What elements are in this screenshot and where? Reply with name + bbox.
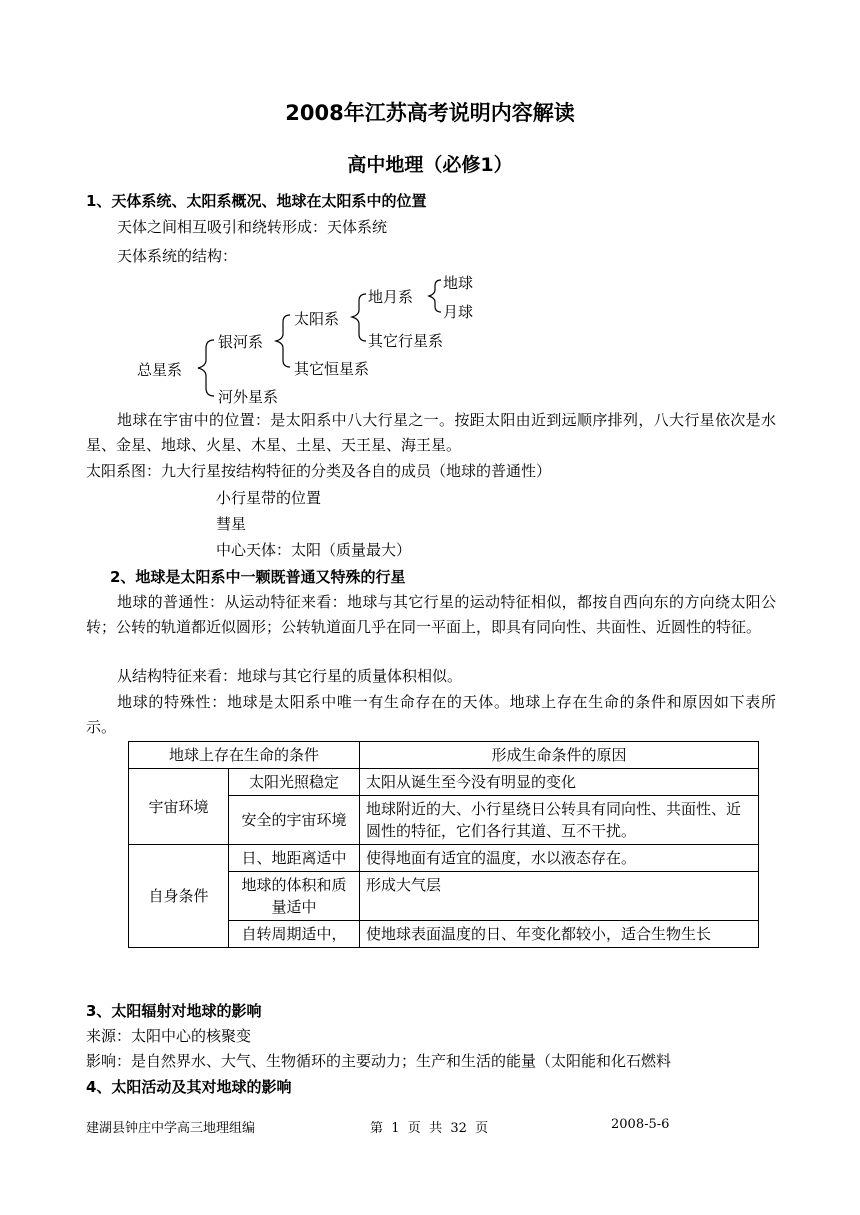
- table-cell: 形成大气层: [360, 872, 759, 921]
- tree-node-earth-moon: 地月系: [368, 288, 414, 306]
- s3-source: 来源：太阳中心的核聚变: [86, 1027, 252, 1045]
- section-1-heading: 1、天体系统、太阳系概况、地球在太阳系中的位置: [86, 192, 427, 210]
- table-cell: 日、地距离适中: [229, 845, 360, 872]
- footer-left: 建湖县钟庄中学高三地理组编: [86, 1121, 256, 1136]
- table-header-row: [129, 742, 759, 769]
- table-cell: 安全的宇宙环境: [229, 796, 360, 845]
- section-4-heading: 4、太阳活动及其对地球的影响: [86, 1078, 292, 1096]
- tree-node-solar: 太阳系: [294, 310, 340, 328]
- tree-node-moon: 月球: [443, 303, 474, 321]
- footer-page-number: 第 1 页 共 32 页: [370, 1121, 489, 1136]
- table-row: [129, 769, 759, 796]
- table-cell: 太阳光照稳定: [229, 769, 360, 796]
- table-cell: 地球附近的大、小行星绕日公转具有同向性、共面性、近圆性的特征，它们各行其道、互不干扰。: [360, 796, 759, 845]
- life-conditions-table: [128, 741, 759, 948]
- table-header-cell: 地球上存在生命的条件: [129, 742, 360, 769]
- s1-definition: 天体之间相互吸引和绕转形成：天体系统: [117, 218, 388, 236]
- s1-item-sun: 中心天体：太阳（质量最大）: [216, 541, 412, 559]
- s3-impact: 影响：是自然界水、大气、生物循环的主要动力；生产和生活的能量（太阳能和化石燃料: [86, 1052, 672, 1070]
- page-title: 2008年江苏高考说明内容解读: [285, 101, 575, 125]
- table-header-cell: 形成生命条件的原因: [360, 742, 759, 769]
- table-cell: 地球的体积和质量适中: [229, 872, 360, 921]
- s1-solar-map: 太阳系图：九大行星按结构特征的分类及各自的成员（地球的普通性）: [86, 462, 552, 480]
- tree-node-other-galaxy: 河外星系: [218, 388, 279, 406]
- table-cell: 使得地面有适宜的温度，水以液态存在。: [360, 845, 759, 872]
- celestial-system-tree: [0, 270, 860, 406]
- s2-structure: 从结构特征来看：地球与其它行星的质量体积相似。: [117, 667, 463, 685]
- section-2-heading: 2、地球是太阳系中一颗既普通又特殊的行星: [110, 568, 406, 586]
- table-group-cell: 宇宙环境: [129, 769, 229, 845]
- table-row: [129, 845, 759, 872]
- tree-node-galaxy: 银河系: [218, 333, 264, 351]
- table-cell: 使地球表面温度的日、年变化都较小，适合生物生长: [360, 921, 759, 948]
- s1-item-comet: 彗星: [216, 515, 247, 533]
- tree-node-root: 总星系: [137, 361, 183, 379]
- tree-node-other-stars: 其它恒星系: [294, 360, 370, 378]
- tree-node-earth: 地球: [443, 274, 474, 292]
- s1-structure-label: 天体系统的结构：: [117, 247, 238, 265]
- table-cell: 太阳从诞生至今没有明显的变化: [360, 769, 759, 796]
- s2-ordinary: 地球的普通性：从运动特征来看：地球与其它行星的运动特征相似，都按自西向东的方向绕太阳公转；公转的轨道都近似圆形；公转轨道面几乎在同一平面上，即具有同向性、共面性、近圆性的特征。: [86, 593, 776, 636]
- s2-special: 地球的特殊性：地球是太阳系中唯一有生命存在的天体。地球上存在生命的条件和原因如下表所示。: [86, 693, 776, 736]
- page-subtitle: 高中地理（必修1）: [347, 154, 513, 176]
- s1-earth-position: 地球在宇宙中的位置：是太阳系中八大行星之一。按距太阳由近到远顺序排列，八大行星依次是水星、金星、地球、火星、木星、土星、天王星、海王星。: [86, 411, 776, 454]
- footer-date: 2008-5-6: [611, 1117, 670, 1132]
- tree-node-other-planets: 其它行星系: [368, 332, 444, 350]
- s1-item-asteroid-belt: 小行星带的位置: [216, 489, 322, 507]
- section-3-heading: 3、太阳辐射对地球的影响: [86, 1002, 262, 1020]
- table-group-cell: 自身条件: [129, 845, 229, 948]
- table-cell: 自转周期适中，: [229, 921, 360, 948]
